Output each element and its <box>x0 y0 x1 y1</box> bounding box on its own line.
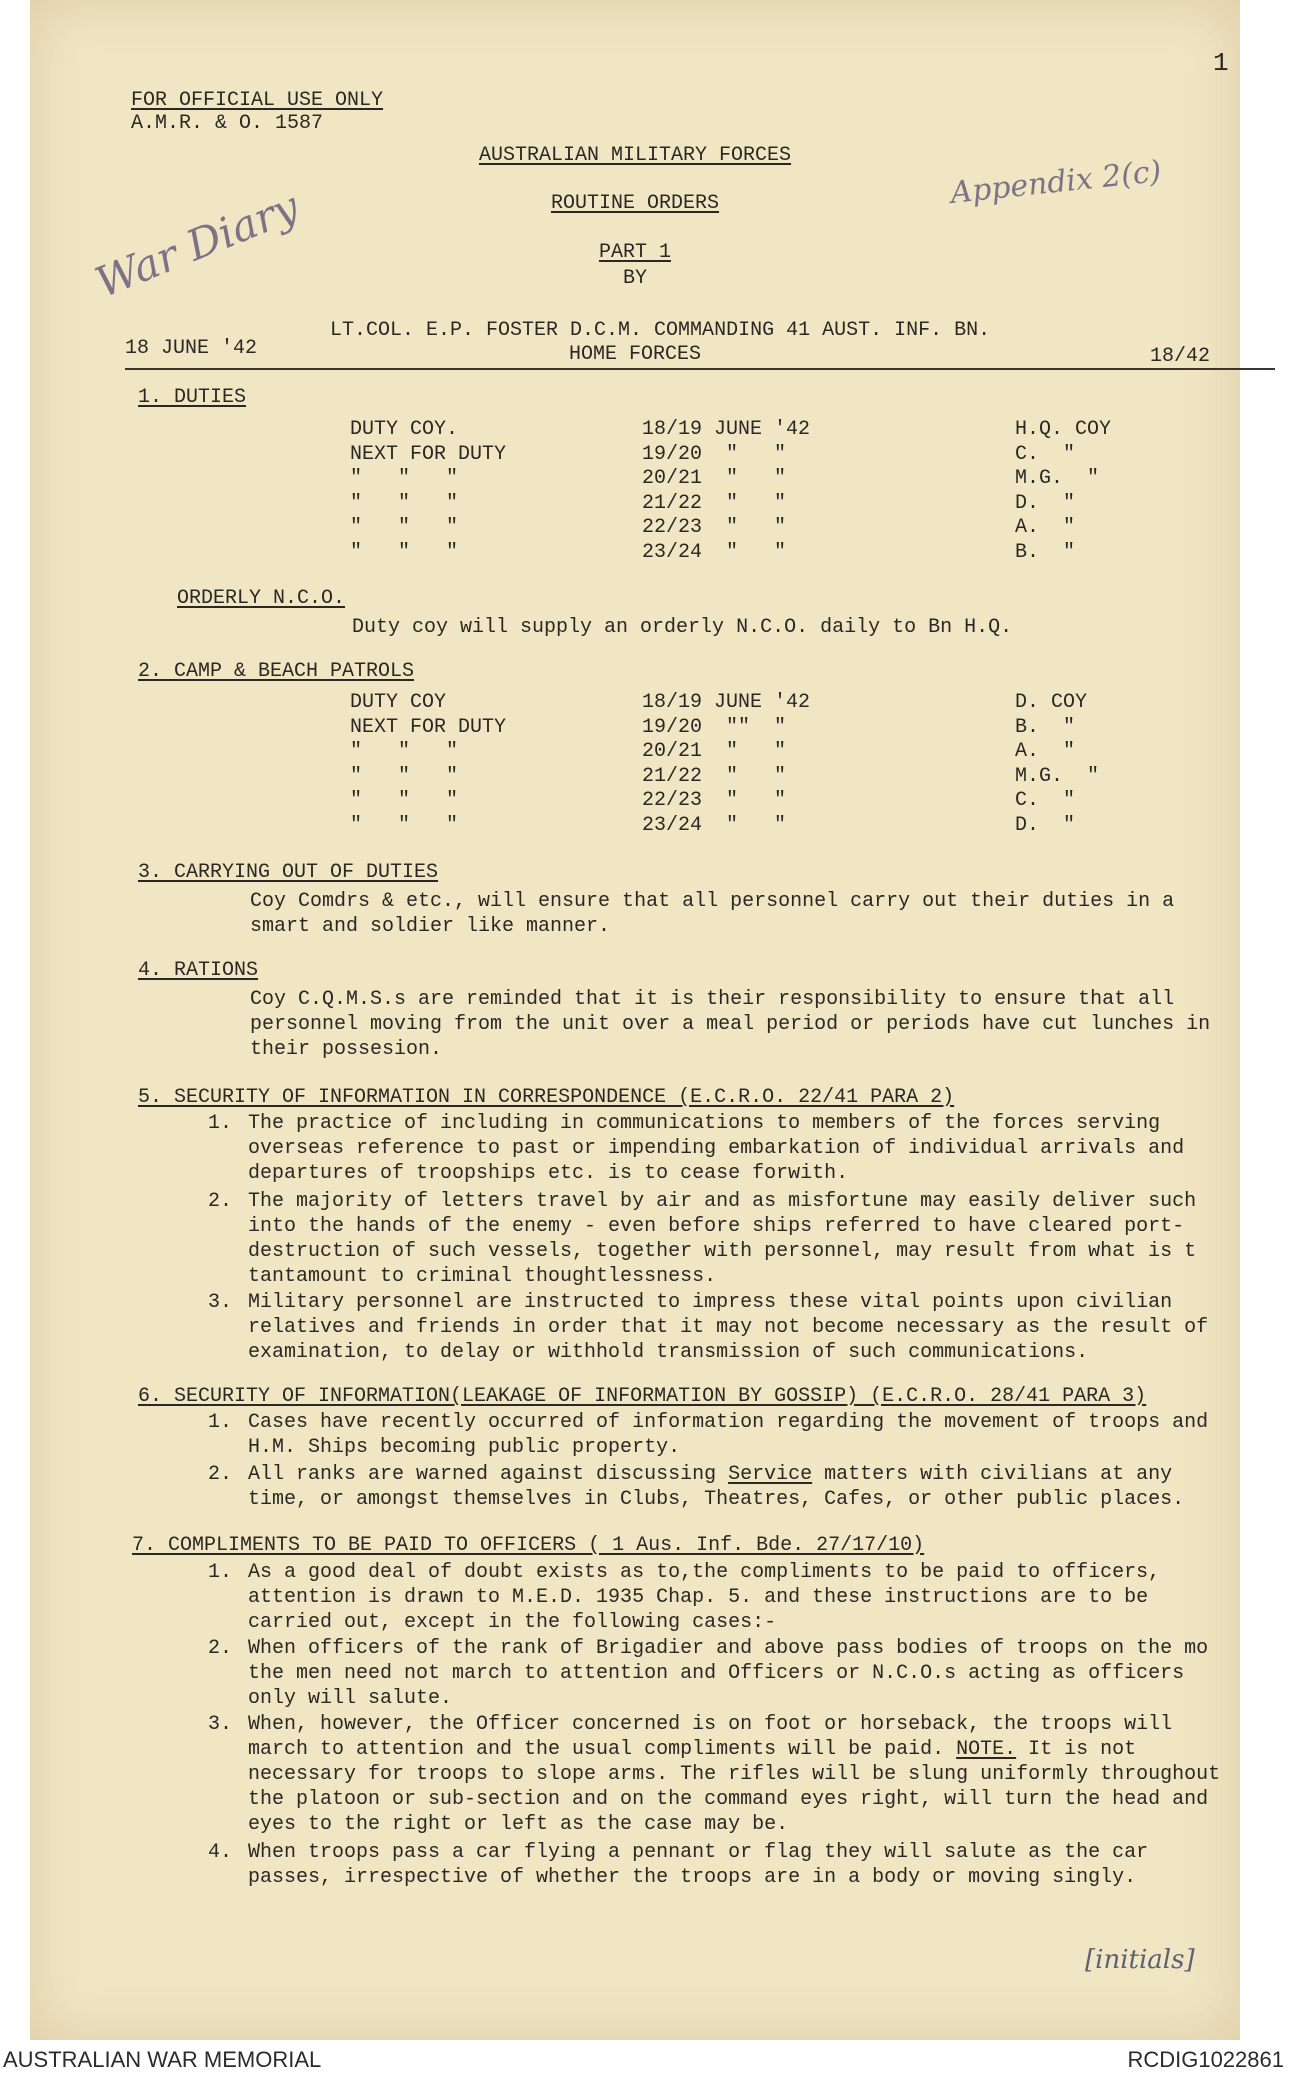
duties-cell-b: 18/19 JUNE '42 <box>642 418 811 441</box>
section-5-item <box>208 1111 1238 1186</box>
handwritten-war-diary: War Diary <box>88 181 306 308</box>
section-5-item-number: 3. <box>208 1291 233 1314</box>
section-6-item <box>208 1462 1238 1512</box>
duties-cell-b: 19/20 " " <box>642 442 787 466</box>
duties-cell-c: D. " <box>1015 491 1076 515</box>
patrols-cell-a: " " " <box>350 789 459 812</box>
forces-heading: AUSTRALIAN MILITARY FORCES <box>478 144 792 167</box>
section-7-item <box>208 1712 1238 1837</box>
section-7-item-number: 2. <box>208 1637 233 1660</box>
patrols-cell-c: D. " <box>1015 813 1076 837</box>
patrols-cell-c: C. " <box>1015 789 1076 812</box>
section-7-item <box>208 1636 1238 1711</box>
patrols-cell-b: 21/22 " " <box>642 764 787 788</box>
duties-cell-b: 21/22 " " <box>642 491 787 515</box>
section-6-item-text: matters with civilians at any time, or amongst themselves in Clubs, Theatres, Cafes, or other public places. <box>248 1463 1185 1511</box>
patrols-cell-c: D. COY <box>1015 691 1088 714</box>
duties-cell-b: 22/23 " " <box>642 516 787 539</box>
section-5-item-text: The practice of including in communications to members of the forces serving overseas reference to past or impending embarkation of individual arrivals and departures of troopships etc. is to cease forwith. <box>248 1112 1185 1185</box>
duties-cell-c: M.G. " <box>1015 467 1100 490</box>
patrols-cell-a: " " " <box>350 813 459 837</box>
section-7-item-text: When officers of the rank of Brigadier and above pass bodies of troops on the mo the men need not march to attention and Officers or N.C.O.s acting as officers only will salute. <box>248 1637 1209 1710</box>
duties-cell-c: B. " <box>1015 540 1076 564</box>
duties-cell-b: 20/21 " " <box>642 467 787 490</box>
duties-cell-b: 23/24 " " <box>642 540 787 564</box>
patrols-cell-b: 18/19 JUNE '42 <box>642 691 811 714</box>
routine-orders-heading: ROUTINE ORDERS <box>550 192 720 215</box>
section-5-item-number: 1. <box>208 1112 233 1135</box>
section-5-title: 5. SECURITY OF INFORMATION IN CORRESPONDENCE (E.C.R.O. 22/41 PARA 2) <box>138 1086 955 1109</box>
order-number: 18/42 <box>1150 345 1211 368</box>
section-5-item <box>208 1189 1238 1289</box>
section-5-item <box>208 1290 1238 1365</box>
section-7-item-number: 1. <box>208 1561 233 1584</box>
section-3-title: 3. CARRYING OUT OF DUTIES <box>138 861 439 884</box>
duties-cell-a: " " " <box>350 491 459 515</box>
part-heading: PART 1 <box>598 241 671 264</box>
home-forces: HOME FORCES <box>568 343 702 366</box>
section-7-title: 7. COMPLIMENTS TO BE PAID TO OFFICERS ( 1 Aus. Inf. Bde. 27/17/10) <box>132 1534 925 1557</box>
duties-cell-a: " " " <box>350 516 459 539</box>
document-page <box>30 0 1240 2040</box>
handwritten-appendix: Appendix 2(c) <box>948 154 1163 211</box>
service-underlined: Service <box>728 1463 813 1486</box>
order-date: 18 JUNE '42 <box>125 337 258 360</box>
section-7-item-text: As a good deal of doubt exists as to,the compliments to be paid to officers, attention is drawn to M.E.D. 1935 Chap. 5. and these instructions are to be carried out, except in the following cases:- <box>248 1561 1161 1634</box>
section-1-title: 1. DUTIES <box>138 386 247 409</box>
patrols-cell-b: 23/24 " " <box>642 813 787 837</box>
patrols-cell-c: B. " <box>1015 715 1076 739</box>
duties-cell-a: " " " <box>350 540 459 564</box>
official-use-label: FOR OFFICIAL USE ONLY <box>131 89 384 112</box>
section-6-title: 6. SECURITY OF INFORMATION(LEAKAGE OF INFORMATION BY GOSSIP) (E.C.R.O. 28/41 PARA 3) <box>138 1385 1147 1408</box>
footer-id: RCDIG1022861 <box>1127 2047 1284 2072</box>
patrols-cell-c: M.G. " <box>1015 764 1100 788</box>
duties-cell-a: DUTY COY. <box>350 418 459 441</box>
section-6-item-text: All ranks are warned against discussing <box>248 1463 729 1486</box>
duties-cell-a: NEXT FOR DUTY <box>350 442 507 466</box>
patrols-cell-b: 19/20 "" " <box>642 715 787 739</box>
patrols-cell-a: " " " <box>350 740 459 763</box>
orderly-nco-title: ORDERLY N.C.O. <box>177 587 346 610</box>
section-5-item-number: 2. <box>208 1190 233 1213</box>
section-6-item <box>208 1410 1238 1460</box>
section-7-item-text: When troops pass a car flying a pennant or flag they will salute as the car passes, irrespective of whether the troops are in a body or moving singly. <box>248 1841 1149 1889</box>
section-6-item-number: 2. <box>208 1463 233 1486</box>
amr-reference: A.M.R. & O. 1587 <box>131 112 324 135</box>
footer-source: AUSTRALIAN WAR MEMORIAL <box>3 2047 322 2072</box>
section-7-item-text: It is not necessary for troops to slope arms. The rifles will be slung uniformly throughout the platoon or sub-section and on the command eyes right, will turn the head and eyes to the right or left as the case may be. <box>248 1738 1221 1836</box>
patrols-cell-c: A. " <box>1015 740 1076 763</box>
section-6-item-text: Cases have recently occurred of information regarding the movement of troops and H.M. Ships becoming public property. <box>248 1411 1209 1459</box>
commander-line: LT.COL. E.P. FOSTER D.C.M. COMMANDING 41 AUST. INF. BN. <box>330 319 991 342</box>
orderly-nco-text: Duty coy will supply an orderly N.C.O. daily to Bn H.Q. <box>352 616 1013 639</box>
by-label: BY <box>622 267 647 290</box>
patrols-cell-a: DUTY COY <box>350 691 447 714</box>
section-7-item-number: 4. <box>208 1841 233 1864</box>
duties-cell-c: H.Q. COY <box>1015 418 1112 441</box>
section-4-title: 4. RATIONS <box>138 959 259 982</box>
patrols-cell-a: NEXT FOR DUTY <box>350 715 507 739</box>
section-7-item <box>208 1840 1238 1890</box>
patrols-cell-b: 20/21 " " <box>642 740 787 763</box>
section-5-item-text: The majority of letters travel by air and as misfortune may easily deliver such into the hands of the enemy - even before ships referred to have cleared port-destruction of such vessels, together with personnel, may result from what is t tantamount to criminal thoughtlessness. <box>248 1190 1197 1288</box>
section-4-text: Coy C.Q.M.S.s are reminded that it is their responsibility to ensure that all personnel moving from the unit over a meal period or periods have cut lunches in their possesion. <box>250 988 1211 1061</box>
patrols-cell-b: 22/23 " " <box>642 789 787 812</box>
section-5-item-text: Military personnel are instructed to impress these vital points upon civilian relatives and friends in order that it may not become necessary as the result of examination, to delay or withhold transmission of such communications. <box>248 1291 1209 1364</box>
duties-cell-a: " " " <box>350 467 459 490</box>
section-7-item-number: 3. <box>208 1713 233 1736</box>
section-6-item-number: 1. <box>208 1411 233 1434</box>
section-7-item-text: When, however, the Officer concerned is on foot or horseback, the troops will march to attention and the usual compliments will be paid. <box>248 1713 1173 1761</box>
note-underlined: NOTE. <box>956 1738 1017 1761</box>
duties-cell-c: C. " <box>1015 442 1076 466</box>
section-3-text: Coy Comdrs & etc., will ensure that all personnel carry out their duties in a smart and soldier like manner. <box>250 890 1175 938</box>
handwritten-initials: [initials] <box>1085 1945 1195 1975</box>
page-number: 1 <box>1213 48 1229 78</box>
header-rule <box>125 368 1275 370</box>
patrols-cell-a: " " " <box>350 764 459 788</box>
section-7-item <box>208 1560 1238 1635</box>
duties-cell-c: A. " <box>1015 516 1076 539</box>
section-2-title: 2. CAMP & BEACH PATROLS <box>138 660 415 683</box>
